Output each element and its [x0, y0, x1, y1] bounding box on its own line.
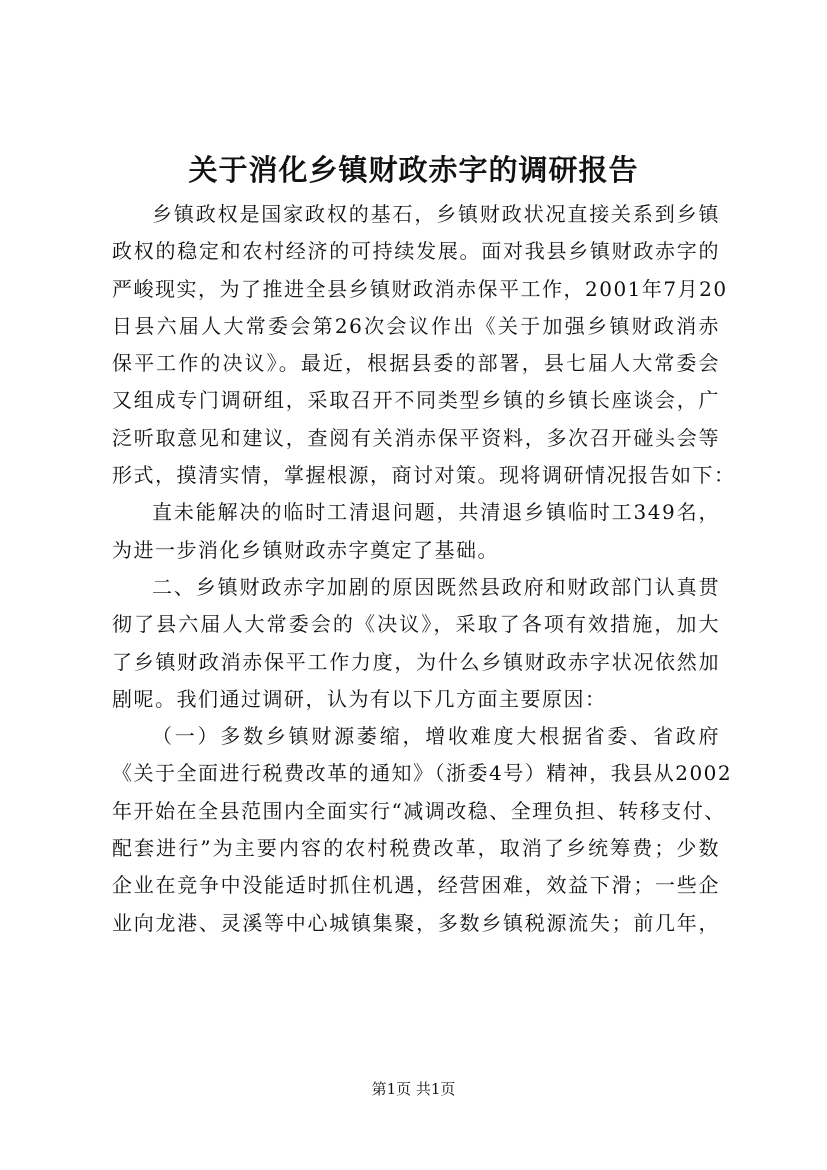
text-line: 《关于全面进行税费改革的通知》（浙委4号）精神，我县从2002: [112, 761, 733, 786]
text-line: 形式，摸清实情，掌握根源，商讨对策。现将调研情况报告如下：: [112, 463, 736, 488]
text-line: 直未能解决的临时工清退问题，共清退乡镇临时工349名，: [152, 500, 720, 525]
page-footer: 第1页 共1页: [371, 1080, 456, 1098]
text-line: 保平工作的决议》。最近，根据县委的部署，县七届人大常委会: [112, 351, 720, 376]
text-line: 年开始在全县范围内全面实行“减调改稳、全理负担、转移支付、: [112, 798, 726, 823]
text-line: （一）多数乡镇财源萎缩，增收难度大根据省委、省政府: [152, 724, 720, 749]
text-line: 彻了县六届人大常委会的《决议》，采取了各项有效措施，加大: [112, 612, 720, 637]
text-line: 二、乡镇财政赤字加剧的原因既然县政府和财政部门认真贯: [152, 574, 720, 599]
document-title: 关于消化乡镇财政赤字的调研报告: [188, 153, 639, 187]
text-line: 业向龙港、灵溪等中心城镇集聚，多数乡镇税源流失；前几年，: [112, 910, 720, 935]
text-line: 配套进行”为主要内容的农村税费改革，取消了乡统筹费；少数: [112, 836, 720, 861]
text-line: 企业在竞争中没能适时抓住机遇，经营困难，效益下滑；一些企: [112, 873, 720, 898]
text-line: 了乡镇财政消赤保平工作力度，为什么乡镇财政赤字状况依然加: [112, 649, 720, 674]
text-line: 严峻现实，为了推进全县乡镇财政消赤保平工作，2001年7月20: [112, 276, 728, 301]
text-line: 政权的稳定和农村经济的可持续发展。面对我县乡镇财政赤字的: [112, 239, 720, 264]
document-body: [112, 196, 736, 942]
text-line: 日县六届人大常委会第26次会议作出《关于加强乡镇财政消赤: [112, 313, 720, 338]
text-line: 又组成专门调研组，采取召开不同类型乡镇的乡镇长座谈会，广: [112, 388, 720, 413]
text-line: 泛听取意见和建议，查阅有关消赤保平资料，多次召开碰头会等: [112, 425, 720, 450]
text-line: 剧呢。我们通过调研，认为有以下几方面主要原因：: [112, 686, 607, 711]
text-line: 乡镇政权是国家政权的基石，乡镇财政状况直接关系到乡镇: [152, 202, 720, 226]
text-line: 为进一步消化乡镇财政赤字奠定了基础。: [112, 537, 499, 562]
